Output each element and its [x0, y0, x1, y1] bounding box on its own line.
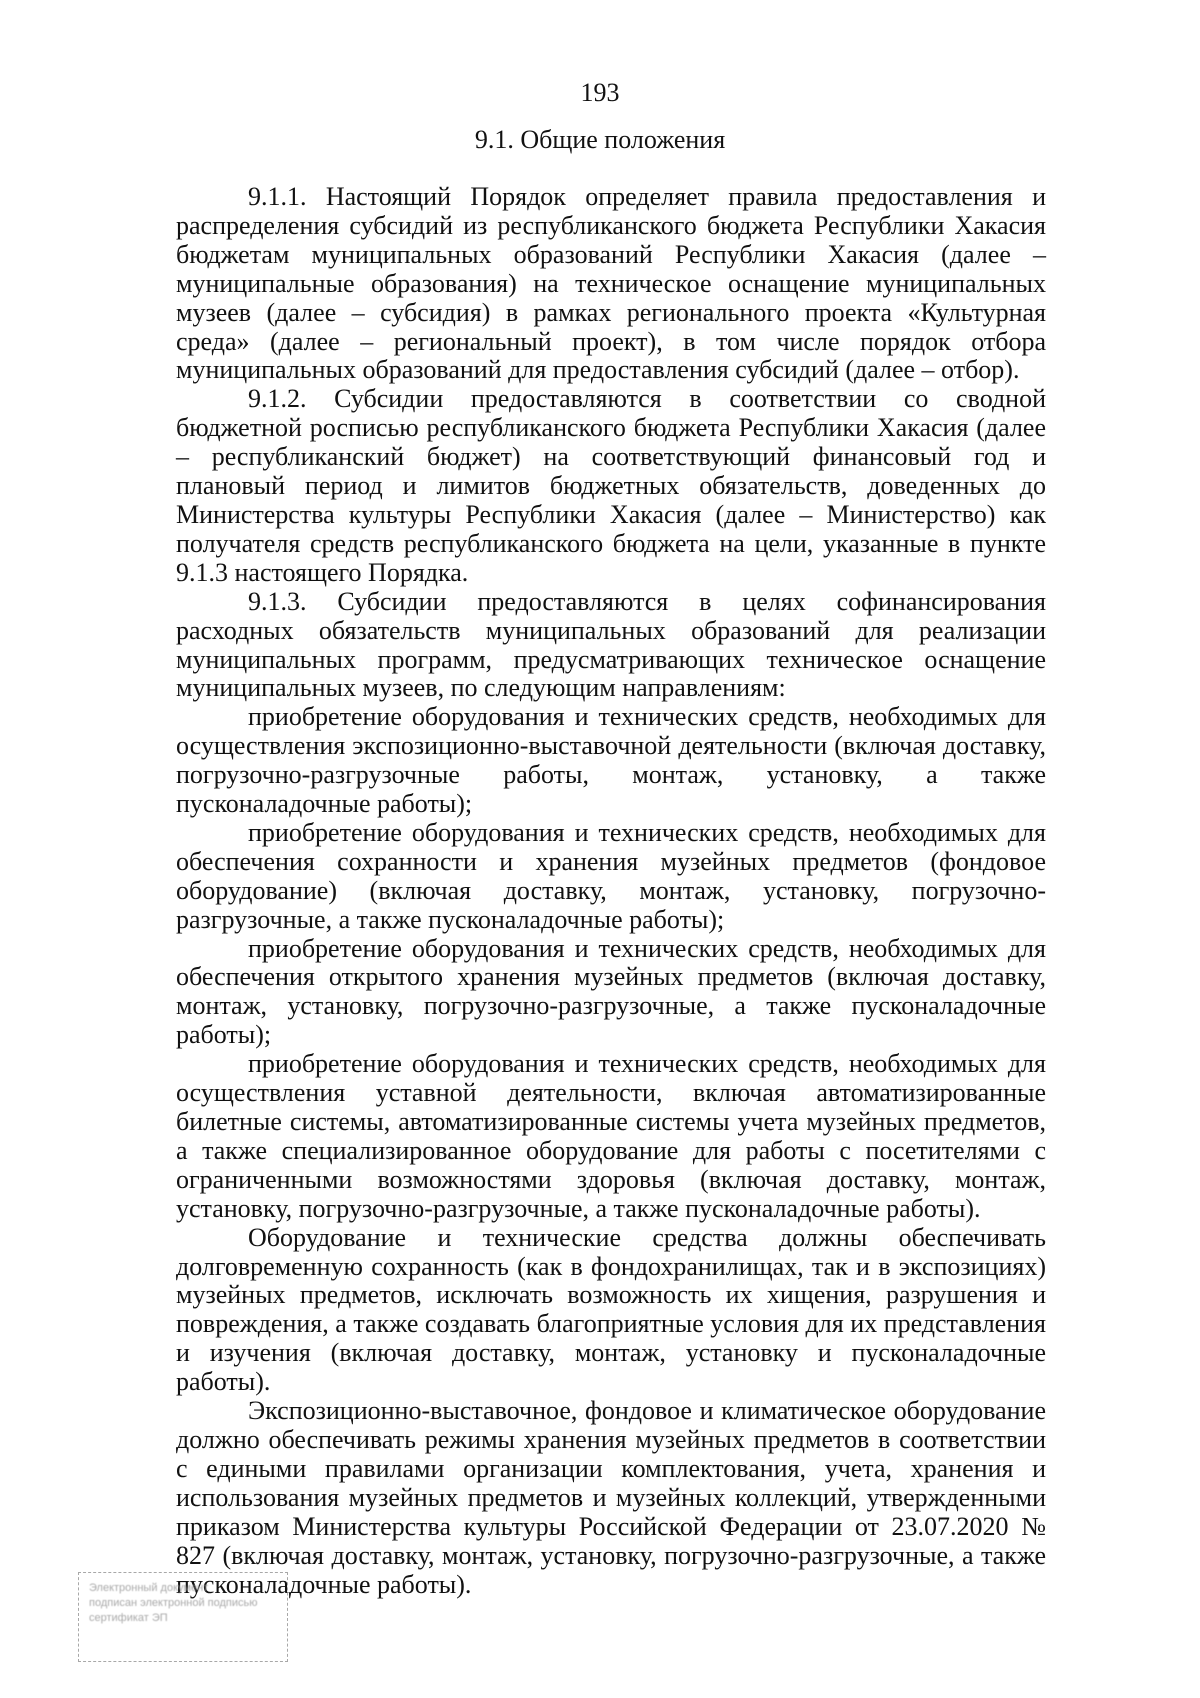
paragraph-9-1-1: 9.1.1. Настоящий Порядок определяет правила предоставления и распределения субсидий из республиканского бюджета Республики Хакасия бюджетам муниципальных образований Республики Хакасия (далее – муниципальные образования) на техническое оснащение муниципальных музеев (далее – субсидия) в рамках регионального проекта «Культурная среда» (далее – региональный проект), в том числе порядок отбора муниципальных образований для предоставления субсидий (далее – отбор). [176, 182, 1046, 385]
paragraph-equipment-requirements: Оборудование и технические средства должны обеспечивать долговременную сохранность (как в фондохранилищах, так и в экспозициях) музейных предметов, исключать возможность их хищения, разрушения и повреждения, а также создавать благоприятные условия для их представления и изучения (включая доставку, монтаж, установку и пусконаладочные работы). [176, 1222, 1046, 1397]
signature-stamp [78, 1572, 288, 1662]
list-item-exhibition-equipment: приобретение оборудования и технических средств, необходимых для осуществления экспозиционно-выставочной деятельности (включая доставку, погрузочно-разгрузочные работы, монтаж, установку, а также пусконаладочные работы); [176, 702, 1046, 819]
stamp-line: сертификат ЭП [89, 1612, 168, 1624]
paragraph-9-1-2: 9.1.2. Субсидии предоставляются в соответствии со сводной бюджетной росписью республиканского бюджета Республики Хакасия (далее – республиканский бюджет) на соответствующий финансовый год и плановый период и лимитов бюджетных обязательств, доведенных до Министерства культуры Республики Хакасия (далее – Министерство) как получателя средств республиканского бюджета на цели, указанные в пункте 9.1.3 настоящего Порядка. [176, 384, 1046, 587]
list-item-open-storage-equipment: приобретение оборудования и технических средств, необходимых для обеспечения открытого хранения музейных предметов (включая доставку, монтаж, установку, погрузочно-разгрузочные, а также пусконаладочные работы); [176, 933, 1046, 1050]
stamp-line: Электронный документ [89, 1582, 209, 1594]
paragraph-9-1-3: 9.1.3. Субсидии предоставляются в целях софинансирования расходных обязательств муниципальных образований для реализации муниципальных программ, предусматривающих техническое оснащение муниципальных музеев, по следующим направлениям: [176, 586, 1046, 703]
document-body [176, 183, 1046, 1599]
list-item-statutory-activity-equipment: приобретение оборудования и технических средств, необходимых для осуществления уставной деятельности, включая автоматизированные билетные системы, автоматизированные системы учета музейных предметов, а также специализированное оборудование для работы с посетителями с ограниченными возможностями здоровья (включая доставку, монтаж, установку, погрузочно-разгрузочные, а также пусконаладочные работы). [176, 1049, 1046, 1223]
page-number: 193 [580, 78, 620, 107]
list-item-storage-equipment: приобретение оборудования и технических средств, необходимых для обеспечения сохранности и хранения музейных предметов (фондовое оборудование) (включая доставку, монтаж, установку, погрузочно-разгрузочные, а также пусконаладочные работы); [176, 817, 1046, 934]
section-title: 9.1. Общие положения [474, 125, 726, 154]
stamp-line: подписан электронной подписью [89, 1597, 258, 1609]
paragraph-storage-regimes: Экспозиционно-выставочное, фондовое и климатическое оборудование должно обеспечивать режимы хранения музейных предметов в соответствии с едиными правилами организации комплектования, учета, хранения и использования музейных предметов и музейных коллекций, утвержденными приказом Министерства культуры Российской Федерации от 23.07.2020 № 827 (включая доставку, монтаж, установку, погрузочно-разгрузочные, а также пусконаладочные работы). [176, 1396, 1046, 1599]
